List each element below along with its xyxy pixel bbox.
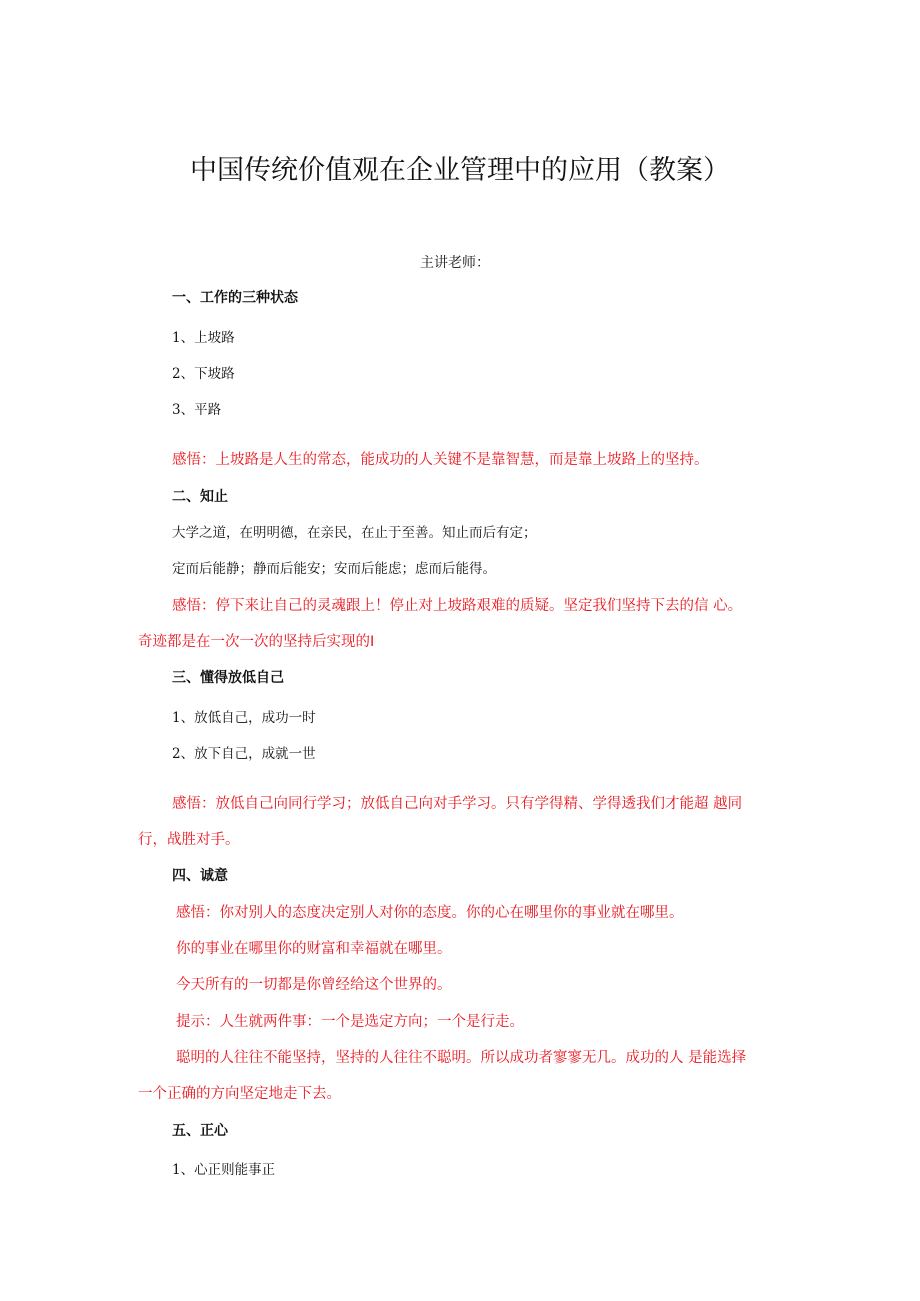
lecturer-label: 主讲老师： [420, 255, 490, 271]
paragraph-line: 大学之道，在明明德，在亲民，在止于至善。知止而后有定； [172, 525, 537, 541]
section-heading-4: 四、诚意 [172, 868, 228, 884]
insight-text: 你的事业在哪里你的财富和幸福就在哪里。 [176, 941, 452, 957]
list-item: 1、上坡路 [172, 330, 235, 346]
insight-text: 感悟：你对别人的态度决定别人对你的态度。你的心在哪里你的事业就在哪里。 [176, 905, 684, 921]
hint-text: 提示：人生就两件事：一个是选定方向；一个是行走。 [176, 1014, 524, 1030]
section-heading-5: 五、正心 [172, 1123, 228, 1139]
insight-text: 行，战胜对手。 [138, 832, 240, 848]
list-item: 1、放低自己，成功一时 [172, 710, 316, 726]
section-heading-1: 一、工作的三种状态 [172, 290, 298, 306]
insight-text: 感悟：停下来让自己的灵魂跟上！停止对上坡路艰难的质疑。坚定我们坚持下去的信 心。 [172, 598, 743, 614]
list-item: 2、下坡路 [172, 366, 235, 382]
section-heading-3: 三、懂得放低自己 [172, 670, 284, 686]
insight-text: 感悟：放低自己向同行学习；放低自己向对手学习。只有学得精、学得透我们才能超 越同 [172, 796, 743, 812]
section-heading-2: 二、知止 [172, 489, 228, 505]
list-item: 2、放下自己，成就一世 [172, 746, 316, 762]
list-item: 3、平路 [172, 402, 222, 418]
insight-text: 奇迹都是在一次一次的坚持后实现的I [138, 634, 375, 650]
list-item: 1、心正则能事正 [172, 1162, 276, 1178]
insight-text: 聪明的人往往不能坚持，坚持的人往往不聪明。所以成功者寥寥无几。成功的人 是能选择 [176, 1050, 747, 1066]
insight-text: 一个正确的方向坚定地走下去。 [138, 1086, 341, 1102]
insight-text: 今天所有的一切都是你曾经给这个世界的。 [176, 977, 452, 993]
document-title: 中国传统价值观在企业管理中的应用（教案） [190, 155, 730, 186]
insight-text: 感悟：上坡路是人生的常态，能成功的人关键不是靠智慧，而是靠上坡路上的坚持。 [172, 452, 709, 468]
paragraph-line: 定而后能静；静而后能安；安而后能虑；虑而后能得。 [172, 561, 496, 577]
